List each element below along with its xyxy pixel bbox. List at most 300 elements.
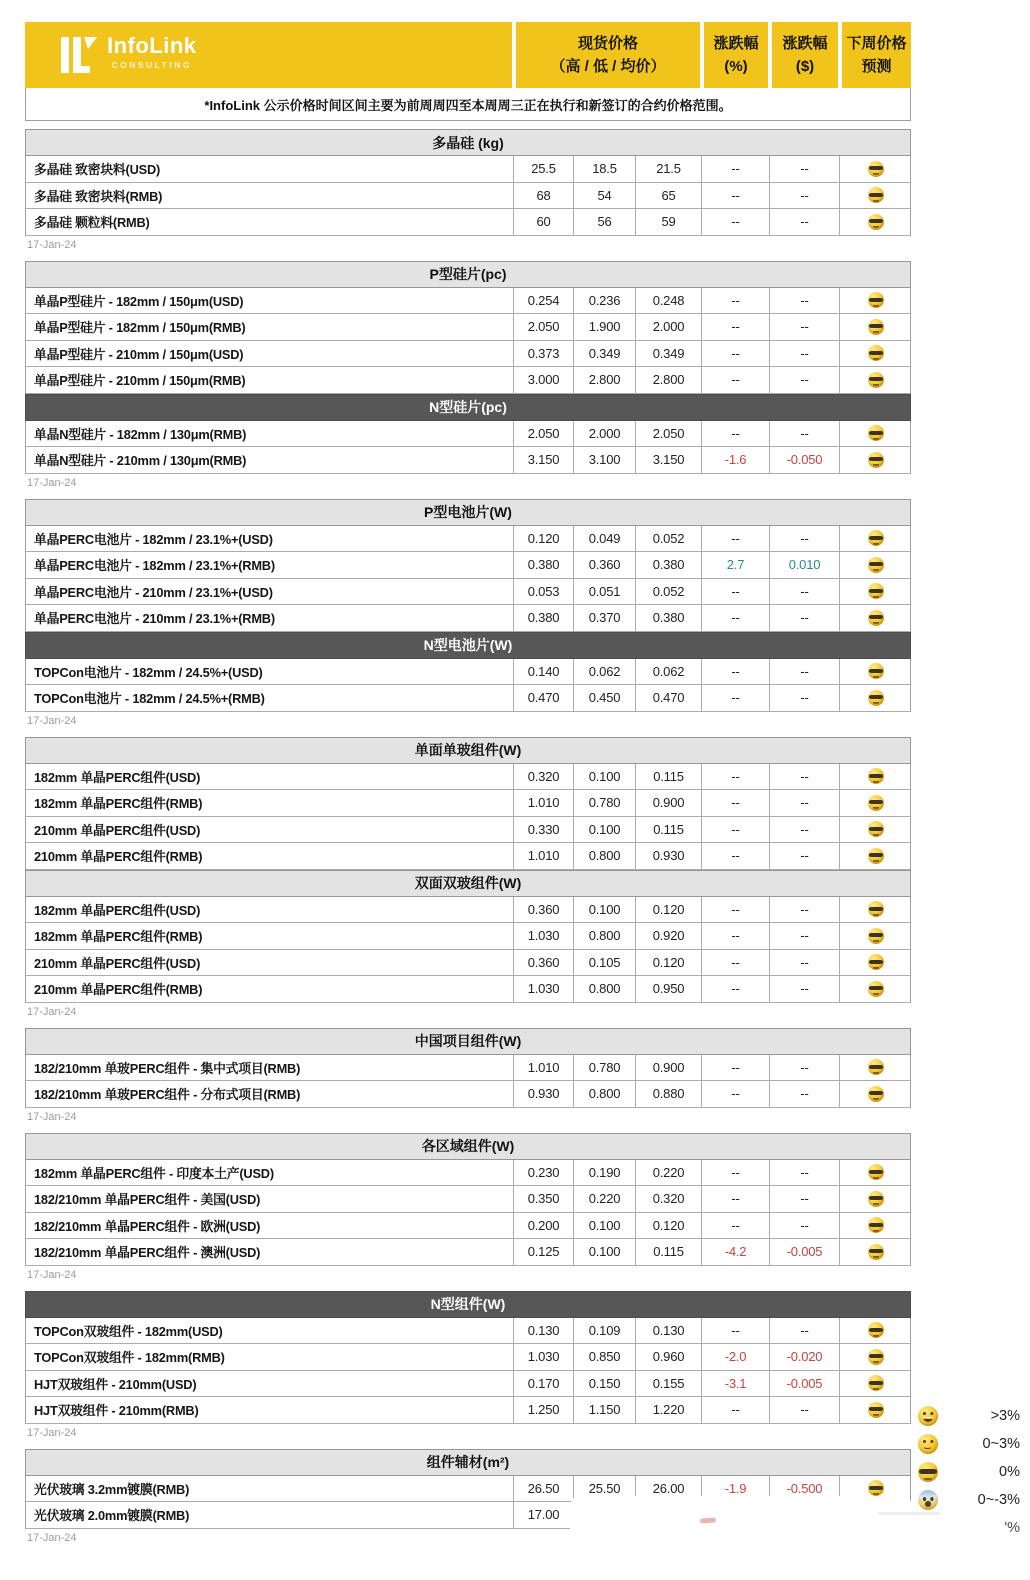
table-row	[25, 1213, 911, 1240]
infolink-logo-icon	[61, 35, 97, 75]
row-label: 182mm 单晶PERC组件(USD)	[34, 769, 201, 785]
change-abs-cell: --	[769, 421, 839, 447]
price-low-cell: 0.150	[573, 1371, 635, 1397]
row-label: 多晶硅 致密块料(RMB)	[34, 188, 163, 204]
row-label: TOPCon双玻组件 - 182mm(USD)	[34, 1323, 223, 1339]
change-pct-cell: --	[701, 1213, 769, 1239]
price-high-cell: 1.030	[513, 923, 573, 949]
forecast-emoji-cell	[839, 1318, 912, 1344]
change-abs-cell: --	[769, 209, 839, 235]
change-pct-cell: --	[701, 579, 769, 605]
change-pct-cell: --	[701, 817, 769, 843]
date-label: 17-Jan-24	[27, 1110, 77, 1123]
table-row	[25, 950, 911, 977]
sunglasses-emoji	[868, 954, 884, 970]
sunglasses-emoji	[868, 1164, 884, 1180]
price-avg-cell: 0.248	[635, 288, 701, 314]
legend-label: >3%	[990, 1408, 1020, 1424]
table-row	[25, 367, 911, 394]
forecast-legend	[912, 1402, 1022, 1542]
sunglasses-emoji	[868, 901, 884, 917]
row-label: 182/210mm 单晶PERC组件 - 美国(USD)	[34, 1192, 261, 1208]
table-row	[25, 1344, 911, 1371]
price-low-cell: 0.780	[573, 790, 635, 816]
forecast-emoji-cell	[839, 685, 912, 711]
row-label: 182mm 单晶PERC组件 - 印度本土产(USD)	[34, 1165, 274, 1181]
row-label: 182mm 单晶PERC组件(RMB)	[34, 929, 203, 945]
change-pct-cell: -1.6	[701, 447, 769, 473]
infolink-logo	[61, 35, 197, 75]
price-high-cell: 0.140	[513, 659, 573, 685]
table-row	[25, 288, 911, 315]
price-low-cell: 0.349	[573, 341, 635, 367]
change-pct-cell: --	[701, 314, 769, 340]
sunglasses-emoji	[918, 1462, 938, 1482]
brand-cell	[25, 22, 512, 88]
sunglasses-emoji	[868, 452, 884, 468]
change-abs-cell: --	[769, 685, 839, 711]
table-row	[25, 314, 911, 341]
section-header: N型硅片(pc)	[25, 394, 911, 421]
change-abs-cell: --	[769, 1213, 839, 1239]
price-high-cell: 2.050	[513, 421, 573, 447]
price-high-cell: 0.320	[513, 764, 573, 790]
smudge-gray-mark	[878, 1512, 940, 1515]
section-block	[25, 261, 911, 491]
forecast-emoji-cell	[839, 1397, 912, 1423]
change-pct-cell: --	[701, 1055, 769, 1081]
note-bar: *InfoLink 公示价格时间区间主要为前周周四至本周周三正在执行和新签订的合约价格范围。	[25, 88, 911, 121]
sunglasses-emoji	[868, 187, 884, 203]
change-pct-cell: --	[701, 790, 769, 816]
table-row	[25, 526, 911, 553]
change-abs-cell: --	[769, 950, 839, 976]
change-abs-cell: -0.005	[769, 1371, 839, 1397]
row-label: TOPCon电池片 - 182mm / 24.5%+(RMB)	[34, 691, 265, 707]
forecast-emoji-cell	[839, 367, 912, 393]
price-avg-cell: 0.960	[635, 1344, 701, 1370]
price-low-cell: 0.100	[573, 1239, 635, 1265]
sunglasses-emoji	[868, 1059, 884, 1075]
change-abs-cell: --	[769, 790, 839, 816]
price-high-cell: 0.380	[513, 552, 573, 578]
row-label: 182mm 单晶PERC组件(USD)	[34, 902, 201, 918]
legend-label: 0%	[999, 1464, 1020, 1480]
table-blocks	[25, 129, 911, 1546]
row-label: HJT双玻组件 - 210mm(RMB)	[34, 1403, 199, 1419]
forecast-emoji-cell	[839, 156, 912, 182]
section-header: N型组件(W)	[25, 1291, 911, 1318]
price-high-cell: 1.250	[513, 1397, 573, 1423]
change-abs-cell: --	[769, 579, 839, 605]
price-avg-cell: 0.380	[635, 605, 701, 631]
change-pct-cell: --	[701, 1160, 769, 1186]
section-header: 单面单玻组件(W)	[25, 737, 911, 764]
table-row	[25, 1081, 911, 1108]
change-abs-cell: --	[769, 367, 839, 393]
column-header-change-usd	[768, 22, 838, 88]
table-row	[25, 1186, 911, 1213]
section-header: 多晶硅 (kg)	[25, 129, 911, 156]
legend-item	[912, 1458, 1022, 1486]
change-pct-cell: --	[701, 367, 769, 393]
date-label: 17-Jan-24	[27, 238, 77, 251]
price-high-cell: 0.130	[513, 1318, 573, 1344]
row-label: 单晶P型硅片 - 210mm / 150μm(RMB)	[34, 373, 246, 389]
legend-item	[912, 1430, 1022, 1458]
price-low-cell: 1.150	[573, 1397, 635, 1423]
forecast-emoji-cell	[839, 447, 912, 473]
change-pct-cell: --	[701, 288, 769, 314]
price-avg-cell: 0.115	[635, 817, 701, 843]
change-pct-cell: -3.1	[701, 1371, 769, 1397]
price-low-cell: 56	[573, 209, 635, 235]
table-row	[25, 421, 911, 448]
section-header: P型电池片(W)	[25, 499, 911, 526]
sunglasses-emoji	[868, 821, 884, 837]
row-label: 182/210mm 单玻PERC组件 - 分布式项目(RMB)	[34, 1087, 301, 1103]
price-avg-cell: 0.470	[635, 685, 701, 711]
price-avg-cell: 0.052	[635, 526, 701, 552]
change-pct-cell: --	[701, 209, 769, 235]
row-label: 单晶N型硅片 - 182mm / 130μm(RMB)	[34, 426, 247, 442]
table-row	[25, 1239, 911, 1266]
price-low-cell: 0.850	[573, 1344, 635, 1370]
table-row	[25, 1371, 911, 1398]
sunglasses-emoji	[868, 425, 884, 441]
price-low-cell: 2.800	[573, 367, 635, 393]
price-avg-cell: 2.000	[635, 314, 701, 340]
price-low-cell: 3.100	[573, 447, 635, 473]
sunglasses-emoji	[868, 768, 884, 784]
row-label: 210mm 单晶PERC组件(USD)	[34, 955, 201, 971]
price-low-cell: 0.800	[573, 923, 635, 949]
table-row	[25, 1318, 911, 1345]
sunglasses-emoji	[868, 1086, 884, 1102]
price-avg-cell: 1.220	[635, 1397, 701, 1423]
forecast-emoji-cell	[839, 288, 912, 314]
pct-header-line1: 涨跌幅	[713, 34, 759, 52]
table-row	[25, 209, 911, 236]
section-block	[25, 737, 911, 1020]
price-high-cell: 0.200	[513, 1213, 573, 1239]
price-high-cell: 1.010	[513, 1055, 573, 1081]
section-header: P型硅片(pc)	[25, 261, 911, 288]
change-abs-cell: --	[769, 183, 839, 209]
change-pct-cell: --	[701, 923, 769, 949]
smile-emoji	[918, 1434, 938, 1454]
grin-emoji	[918, 1406, 938, 1426]
change-pct-cell: --	[701, 1186, 769, 1212]
change-pct-cell: -4.2	[701, 1239, 769, 1265]
change-pct-cell: --	[701, 764, 769, 790]
date-label: 17-Jan-24	[27, 1005, 77, 1018]
forecast-emoji-cell	[839, 1055, 912, 1081]
price-high-cell: 0.170	[513, 1371, 573, 1397]
section-block	[25, 499, 911, 729]
price-low-cell: 0.062	[573, 659, 635, 685]
price-avg-cell: 0.380	[635, 552, 701, 578]
change-abs-cell: --	[769, 764, 839, 790]
forecast-emoji-cell	[839, 209, 912, 235]
price-high-cell: 0.125	[513, 1239, 573, 1265]
change-abs-cell: --	[769, 1318, 839, 1344]
change-abs-cell: --	[769, 659, 839, 685]
forecast-emoji-cell	[839, 421, 912, 447]
price-high-cell: 0.380	[513, 605, 573, 631]
row-label: 210mm 单晶PERC组件(RMB)	[34, 849, 203, 865]
date-label: 17-Jan-24	[27, 476, 77, 489]
table-row	[25, 579, 911, 606]
price-low-cell: 0.450	[573, 685, 635, 711]
price-low-cell: 0.100	[573, 817, 635, 843]
sunglasses-emoji	[868, 161, 884, 177]
row-label: 单晶PERC电池片 - 210mm / 23.1%+(RMB)	[34, 611, 275, 627]
change-abs-cell: --	[769, 1081, 839, 1107]
column-header-price	[512, 22, 700, 88]
sunglasses-emoji	[868, 663, 884, 679]
price-high-cell: 25.5	[513, 156, 573, 182]
section-header: 各区域组件(W)	[25, 1133, 911, 1160]
sunglasses-emoji	[868, 928, 884, 944]
forecast-emoji-cell	[839, 526, 912, 552]
change-abs-cell: -0.005	[769, 1239, 839, 1265]
price-high-cell: 0.120	[513, 526, 573, 552]
price-avg-cell: 0.115	[635, 1239, 701, 1265]
legend-item	[912, 1486, 1022, 1514]
change-pct-cell: -2.0	[701, 1344, 769, 1370]
change-abs-cell: --	[769, 288, 839, 314]
price-low-cell: 0.236	[573, 288, 635, 314]
price-avg-cell: 0.320	[635, 1186, 701, 1212]
change-pct-cell: --	[701, 421, 769, 447]
row-label: 单晶P型硅片 - 182mm / 150μm(RMB)	[34, 320, 246, 336]
sunglasses-emoji	[868, 610, 884, 626]
price-high-cell: 17.00	[513, 1502, 573, 1528]
table-row	[25, 976, 911, 1003]
date-label: 17-Jan-24	[27, 714, 77, 727]
price-avg-cell: 21.5	[635, 156, 701, 182]
row-label: 单晶N型硅片 - 210mm / 130μm(RMB)	[34, 453, 247, 469]
price-high-cell: 0.470	[513, 685, 573, 711]
section-header: N型电池片(W)	[25, 632, 911, 659]
brand-header	[25, 22, 911, 88]
price-low-cell: 0.105	[573, 950, 635, 976]
row-label: 182/210mm 单晶PERC组件 - 澳洲(USD)	[34, 1245, 261, 1261]
row-label: 单晶P型硅片 - 182mm / 150μm(USD)	[34, 293, 244, 309]
price-avg-cell: 0.120	[635, 897, 701, 923]
change-abs-cell: --	[769, 817, 839, 843]
brand-subtitle: CONSULTING	[111, 60, 193, 70]
change-pct-cell: 2.7	[701, 552, 769, 578]
change-pct-cell: --	[701, 156, 769, 182]
forecast-emoji-cell	[839, 897, 912, 923]
row-label: 多晶硅 颗粒料(RMB)	[34, 215, 150, 231]
price-avg-cell: 2.800	[635, 367, 701, 393]
fear-emoji	[918, 1490, 938, 1510]
legend-item	[912, 1402, 1022, 1430]
price-high-cell: 0.930	[513, 1081, 573, 1107]
table-row	[25, 156, 911, 183]
change-pct-cell: --	[701, 526, 769, 552]
price-high-cell: 0.053	[513, 579, 573, 605]
price-avg-cell: 3.150	[635, 447, 701, 473]
row-label: 210mm 单晶PERC组件(USD)	[34, 822, 201, 838]
forecast-header-line1: 下周价格	[846, 34, 907, 52]
row-label: 单晶P型硅片 - 210mm / 150μm(USD)	[34, 346, 244, 362]
price-avg-cell: 0.880	[635, 1081, 701, 1107]
forecast-emoji-cell	[839, 843, 912, 869]
forecast-emoji-cell	[839, 1160, 912, 1186]
price-low-cell: 0.100	[573, 897, 635, 923]
price-high-cell: 0.330	[513, 817, 573, 843]
price-avg-cell: 0.052	[635, 579, 701, 605]
price-low-cell: 18.5	[573, 156, 635, 182]
price-avg-cell: 26.00	[635, 1476, 701, 1502]
sunglasses-emoji	[868, 1217, 884, 1233]
legend-label: 0~3%	[982, 1436, 1020, 1452]
sunglasses-emoji	[868, 690, 884, 706]
change-abs-cell: --	[769, 1397, 839, 1423]
price-avg-cell: 0.900	[635, 790, 701, 816]
table-row	[25, 1160, 911, 1187]
smudge-overlay	[570, 1496, 912, 1544]
row-label: HJT双玻组件 - 210mm(USD)	[34, 1376, 197, 1392]
price-avg-cell: 0.115	[635, 764, 701, 790]
table-row	[25, 1397, 911, 1424]
forecast-emoji-cell	[839, 1213, 912, 1239]
change-abs-cell: --	[769, 976, 839, 1002]
sunglasses-emoji	[868, 345, 884, 361]
column-header-forecast	[838, 22, 911, 88]
price-avg-cell: 0.062	[635, 659, 701, 685]
row-label: 182/210mm 单玻PERC组件 - 集中式项目(RMB)	[34, 1060, 301, 1076]
table-row	[25, 685, 911, 712]
price-high-cell: 68	[513, 183, 573, 209]
price-low-cell: 0.800	[573, 843, 635, 869]
change-abs-cell: --	[769, 341, 839, 367]
table-row	[25, 1055, 911, 1082]
price-high-cell: 0.350	[513, 1186, 573, 1212]
change-pct-cell: --	[701, 183, 769, 209]
row-label: 210mm 单晶PERC组件(RMB)	[34, 982, 203, 998]
forecast-header-line2: 预测	[861, 58, 892, 75]
row-label: 182mm 单晶PERC组件(RMB)	[34, 796, 203, 812]
row-label: 多晶硅 致密块料(USD)	[34, 162, 161, 178]
change-abs-cell: --	[769, 1055, 839, 1081]
sunglasses-emoji	[868, 981, 884, 997]
change-abs-cell: --	[769, 923, 839, 949]
price-avg-cell: 2.050	[635, 421, 701, 447]
column-header-change-pct	[700, 22, 768, 88]
change-pct-cell: --	[701, 341, 769, 367]
change-abs-cell: -0.050	[769, 447, 839, 473]
forecast-emoji-cell	[839, 976, 912, 1002]
sunglasses-emoji	[868, 372, 884, 388]
sunglasses-emoji	[868, 1322, 884, 1338]
sunglasses-emoji	[868, 848, 884, 864]
price-high-cell: 0.373	[513, 341, 573, 367]
table-row	[25, 605, 911, 632]
sunglasses-emoji	[868, 1402, 884, 1418]
section-block	[25, 1133, 911, 1283]
price-avg-cell: 0.120	[635, 950, 701, 976]
sunglasses-emoji	[868, 292, 884, 308]
price-high-cell: 1.030	[513, 1344, 573, 1370]
price-low-cell: 25.50	[573, 1476, 635, 1502]
forecast-emoji-cell	[839, 605, 912, 631]
price-avg-cell: 0.900	[635, 1055, 701, 1081]
price-high-cell: 1.010	[513, 790, 573, 816]
forecast-emoji-cell	[839, 341, 912, 367]
change-abs-cell: --	[769, 897, 839, 923]
change-abs-cell: --	[769, 156, 839, 182]
change-abs-cell: --	[769, 1160, 839, 1186]
forecast-emoji-cell	[839, 950, 912, 976]
price-low-cell: 0.800	[573, 976, 635, 1002]
forecast-emoji-cell	[839, 1371, 912, 1397]
sunglasses-emoji	[868, 1191, 884, 1207]
price-high-cell: 3.150	[513, 447, 573, 473]
price-low-cell: 0.100	[573, 1213, 635, 1239]
change-pct-cell: --	[701, 605, 769, 631]
price-avg-cell: 65	[635, 183, 701, 209]
sunglasses-emoji	[868, 583, 884, 599]
sunglasses-emoji	[868, 1375, 884, 1391]
pct-header-line2: (%)	[724, 58, 748, 75]
forecast-emoji-cell	[839, 579, 912, 605]
change-pct-cell: -1.9	[701, 1476, 769, 1502]
change-abs-cell: --	[769, 1186, 839, 1212]
price-avg-cell: 0.120	[635, 1213, 701, 1239]
price-header-line2: （高 / 低 / 均价）	[550, 58, 666, 75]
price-avg-cell: 0.130	[635, 1318, 701, 1344]
price-avg-cell: 0.349	[635, 341, 701, 367]
price-high-cell: 1.010	[513, 843, 573, 869]
brand-name: InfoLink	[107, 33, 197, 58]
price-high-cell: 0.360	[513, 950, 573, 976]
price-low-cell: 0.370	[573, 605, 635, 631]
change-pct-cell: --	[701, 659, 769, 685]
sunglasses-emoji	[868, 1244, 884, 1260]
price-high-cell: 26.50	[513, 1476, 573, 1502]
row-label: TOPCon电池片 - 182mm / 24.5%+(USD)	[34, 664, 263, 680]
price-high-cell: 2.050	[513, 314, 573, 340]
price-avg-cell: 0.920	[635, 923, 701, 949]
forecast-emoji-cell	[839, 183, 912, 209]
change-pct-cell: --	[701, 1397, 769, 1423]
usd-header-line1: 涨跌幅	[782, 34, 828, 52]
row-label: 光伏玻璃 2.0mm镀膜(RMB)	[34, 1508, 190, 1524]
legend-label: '%	[1004, 1520, 1020, 1536]
sunglasses-emoji	[868, 319, 884, 335]
price-avg-cell: 59	[635, 209, 701, 235]
price-low-cell: 0.190	[573, 1160, 635, 1186]
sunglasses-emoji	[868, 1480, 884, 1496]
table-row	[25, 817, 911, 844]
section-block	[25, 1028, 911, 1125]
price-low-cell: 0.049	[573, 526, 635, 552]
section-header: 中国项目组件(W)	[25, 1028, 911, 1055]
price-avg-cell: 0.930	[635, 843, 701, 869]
price-low-cell: 2.000	[573, 421, 635, 447]
usd-header-line2: ($)	[795, 58, 815, 75]
price-avg-cell: 0.155	[635, 1371, 701, 1397]
forecast-emoji-cell	[839, 1186, 912, 1212]
date-label: 17-Jan-24	[27, 1426, 77, 1439]
price-avg-cell: 0.950	[635, 976, 701, 1002]
section-header: 双面双玻组件(W)	[25, 870, 911, 897]
